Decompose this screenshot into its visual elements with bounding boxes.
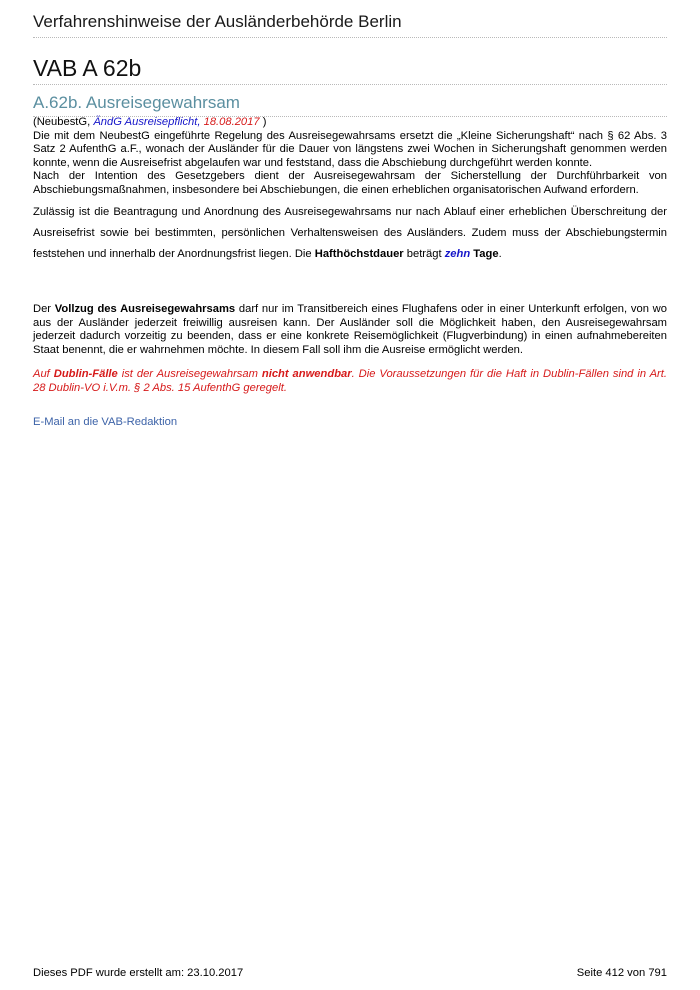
paragraph-3-end: .	[498, 248, 502, 260]
reference-suffix: )	[259, 116, 267, 128]
paragraph-5-start: Auf	[33, 368, 54, 380]
title-divider	[33, 84, 667, 85]
paragraph-5-mid: ist der Ausreisegewahrsam	[117, 368, 262, 380]
paragraph-4	[33, 303, 667, 357]
paragraph-1: Die mit dem NeubestG eingeführte Regelung des Ausreisegewahrsams ersetzt die „Kleine Sicherungshaft“ nach § 62 Abs. 3 Satz 2 AufenthG a.F., wonach der Ausländer für die Dauer von längstens zwei Wochen in Sicherungshaft genommen werden konnte, wenn die Ausreisefrist abgelaufen war und feststand, dass die Abschiebung durchgeführt werden konnte.	[33, 129, 667, 169]
footer-page-number: Seite 412 von 791	[576, 967, 667, 979]
paragraph-2: Nach der Intention des Gesetzgebers dient der Ausreisegewahrsam der Sicherstellung der Durchführbarkeit von Abschiebungsmaßnahmen, insbesondere bei Abschiebungen, die einen erheblichen organisatorischen Aufwand erfordern.	[33, 170, 667, 196]
paragraph-5-rest: . Die Voraussetzungen für die Haft in Dublin-Fällen sind in Art. 28 Dublin-VO i.V.m. § 2 Abs. 15 AufenthG geregelt.	[33, 368, 667, 394]
reference-prefix: (NeubestG,	[33, 116, 94, 128]
nicht-anwendbar-bold: nicht anwendbar	[261, 368, 352, 380]
paragraph-3	[33, 202, 667, 265]
vollzug-bold: Vollzug des Ausreisegewahrsams	[54, 303, 236, 315]
reference-date: 18.08.2017	[203, 116, 260, 128]
content	[33, 116, 667, 430]
paragraph-4-rest: darf nur im Transitbereich eines Flughafens oder in einer Unterkunft erfolgen, von wo aus der Ausländer jederzeit freiwillig ausreisen kann. Der Ausländer soll die Möglichkeit haben, den Ausreisegewahrsam jederzeit dadurch vorzeitig zu beenden, dass er eine konkrete Reisemöglichkeit (Flugverbindung) in einen aufnahmebereiten Staat benennt, die er wahrnehmen möchte. In diesem Fall soll ihm die Ausreise ermöglicht werden.	[33, 303, 667, 356]
header-title: Verfahrenshinweise der Ausländerbehörde Berlin	[33, 12, 402, 31]
paragraph-5-dublin	[33, 368, 667, 395]
email-vab-redaktion-link[interactable]: E-Mail an die VAB-Redaktion	[33, 416, 178, 428]
paragraph-4-start: Der	[33, 303, 55, 315]
section-title: A.62b. Ausreisegewahrsam	[33, 93, 240, 112]
footer-created-date: Dieses PDF wurde erstellt am: 23.10.2017	[33, 967, 244, 979]
hafthoechstdauer-bold: Hafthöchstdauer	[314, 248, 404, 260]
document-title: VAB A 62b	[33, 55, 142, 81]
reference-line	[33, 116, 667, 130]
tage-bold: Tage	[470, 248, 499, 260]
header-divider	[33, 37, 667, 38]
paragraph-3-text: Zulässig ist die Beantragung und Anordnung des Ausreisegewahrsams nur nach Ablauf einer erheblichen Überschreitung der Ausreisefrist sowie bei bestimmten, persönlichen Verhaltensweisen des Ausländers. Zudem muss der Abschiebungstermin feststehen und innerhalb der Anordnungsfrist liegen. Die	[33, 206, 667, 260]
reference-link[interactable]: ÄndG Ausreisepflicht,	[93, 116, 201, 128]
zehn-highlight: zehn	[444, 248, 471, 260]
paragraph-3-mid: beträgt	[403, 248, 445, 260]
dublin-faelle-bold: Dublin-Fälle	[53, 368, 118, 380]
